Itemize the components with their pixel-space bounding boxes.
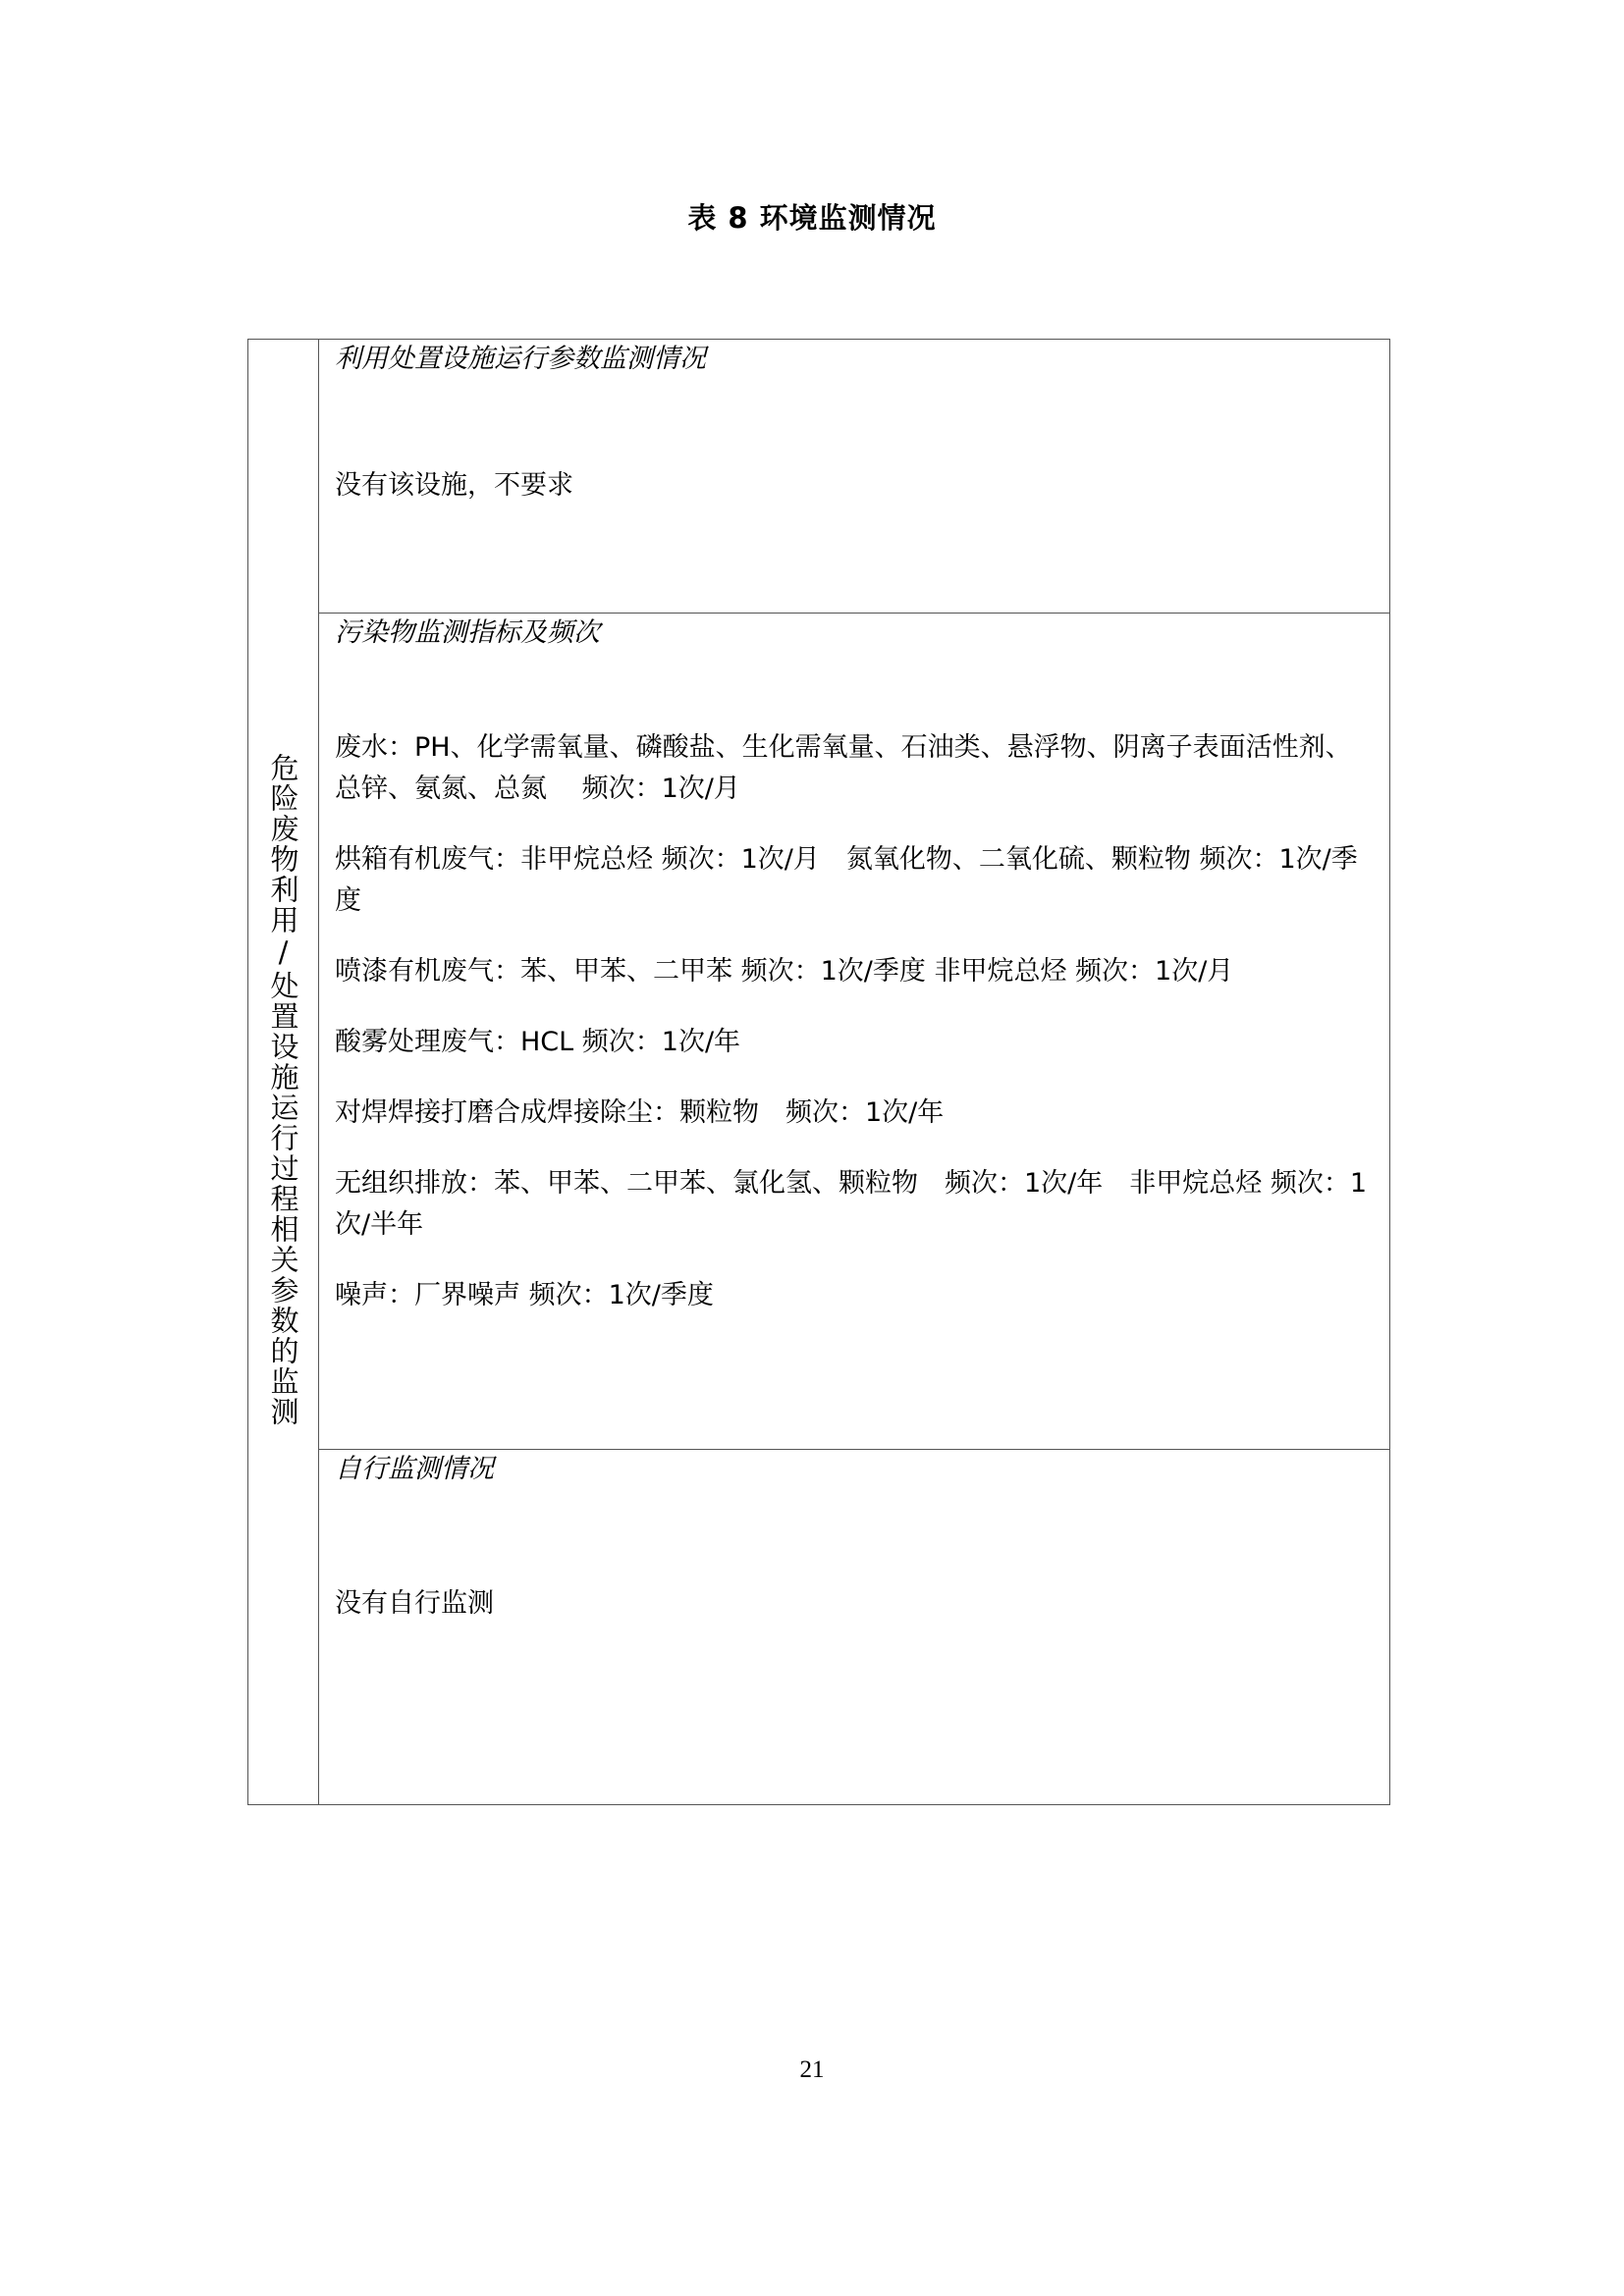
page-title: 表 8 环境监测情况 bbox=[687, 201, 937, 235]
welding-dust-item: 对焊焊接打磨合成焊接除尘：颗粒物 频次：1次/年 bbox=[335, 1097, 945, 1128]
table-row bbox=[248, 1450, 1390, 1805]
oven-exhaust-item: 烘箱有机废气：非甲烷总烃 频次：1次/月 氮氧化物、二氧化硫、颗粒物 频次：1次/季度 bbox=[335, 844, 1358, 916]
acid-mist-item: 酸雾处理废气：HCL 频次：1次/年 bbox=[335, 1027, 741, 1057]
fugitive-emission-item: 无组织排放：苯、甲苯、二甲苯、氯化氢、颗粒物 频次：1次/年 非甲烷总烃 频次：1次/半年 bbox=[335, 1168, 1368, 1240]
section-text: 没有该设施，不要求 bbox=[335, 470, 573, 501]
section-cell-facility-params bbox=[319, 340, 1390, 614]
table-row bbox=[248, 614, 1390, 1450]
section-text: 没有自行监测 bbox=[335, 1588, 494, 1619]
side-label-cell bbox=[248, 340, 319, 1805]
side-label: 危险废物利用/处置设施运行过程相关参数的监测 bbox=[266, 752, 300, 1427]
section-heading-pollutant-indicators: 污染物监测指标及频次 bbox=[335, 617, 600, 648]
page-number: 21 bbox=[799, 2056, 825, 2083]
wastewater-item: 废水：PH、化学需氧量、磷酸盐、生化需氧量、石油类、悬浮物、阴离子表面活性剂、总锌、氨氮、总氮 频次：1次/月 bbox=[335, 732, 1352, 804]
section-cell-pollutant-indicators bbox=[319, 614, 1390, 1450]
paint-exhaust-item: 喷漆有机废气：苯、甲苯、二甲苯 频次：1次/季度 非甲烷总烃 频次：1次/月 bbox=[335, 956, 1234, 987]
noise-item: 噪声：厂界噪声 频次：1次/季度 bbox=[335, 1280, 714, 1310]
section-heading-facility-params: 利用处置设施运行参数监测情况 bbox=[335, 344, 706, 374]
section-cell-self-monitoring bbox=[319, 1450, 1390, 1805]
table-row bbox=[248, 340, 1390, 614]
monitoring-table bbox=[247, 339, 1390, 1805]
section-heading-self-monitoring: 自行监测情况 bbox=[335, 1454, 494, 1484]
